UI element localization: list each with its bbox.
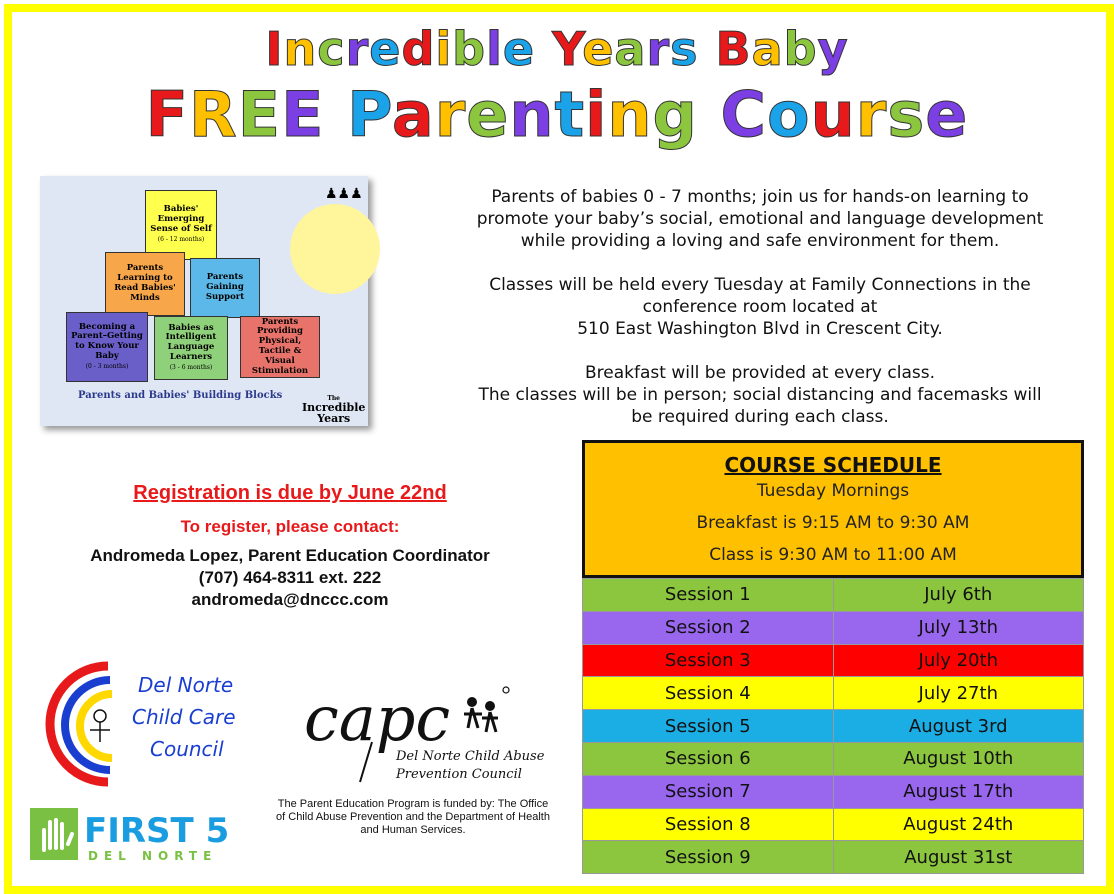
svg-text:Child Care: Child Care	[132, 705, 236, 729]
first-5-del-norte-logo	[30, 804, 250, 864]
course-description	[430, 186, 1090, 428]
session-date: August 31st	[833, 841, 1084, 873]
contact-email[interactable]: andromeda@dnccc.com	[191, 590, 389, 609]
del-norte-child-care-council-logo	[38, 658, 248, 788]
title-letter: g	[652, 78, 698, 151]
title-letter: i	[435, 22, 453, 76]
title-letter: l	[486, 22, 503, 76]
desc-line: conference room located at	[642, 297, 878, 317]
title-letter: a	[614, 22, 647, 76]
block-language-learners: Babies as Intelligent Language Learners (3 - 6 months)	[154, 316, 228, 380]
title-letter: u	[810, 78, 856, 151]
session-date: August 17th	[833, 776, 1084, 808]
desc-line: Breakfast will be provided at every class.	[584, 363, 936, 383]
desc-line: The classes will be in person; social distancing and facemasks will	[478, 385, 1042, 405]
schedule-header	[582, 440, 1084, 578]
title-letter: I	[265, 22, 284, 76]
title-letter: y	[817, 22, 849, 76]
sun-icon	[290, 204, 380, 294]
session-date: August 10th	[833, 743, 1084, 775]
schedule-breakfast-time: Breakfast is 9:15 AM to 9:30 AM	[696, 513, 970, 533]
registration-info	[40, 482, 540, 611]
session-date: August 24th	[833, 809, 1084, 841]
incredible-years-logo: The Incredible Years	[302, 395, 366, 425]
desc-line: while providing a loving and safe environment for them.	[520, 231, 1000, 251]
title-letter: r	[855, 78, 888, 151]
title-letter: r	[434, 78, 467, 151]
schedule-class-time: Class is 9:30 AM to 11:00 AM	[709, 545, 957, 565]
session-label: Session 2	[664, 617, 751, 639]
title-letter: e	[925, 78, 969, 151]
session-label: Session 9	[664, 846, 751, 868]
title-letter: e	[502, 22, 536, 76]
title-letter: n	[607, 78, 653, 151]
title-letter: E	[281, 78, 325, 151]
child-figure-icon	[94, 710, 106, 722]
svg-text:Del Norte Child Abuse: Del Norte Child Abuse	[396, 749, 545, 764]
session-label: Session 8	[664, 813, 751, 835]
title-letter: E	[237, 78, 282, 151]
desc-line: 510 East Washington Blvd in Crescent City.	[577, 319, 943, 339]
session-label: Session 1	[664, 584, 751, 606]
title-letter: s	[887, 78, 926, 151]
block-getting-to-know: Becoming a Parent–Getting to Know Your Baby (0 - 3 months)	[66, 312, 148, 382]
title-letter: c	[317, 22, 346, 76]
title-letter	[699, 22, 716, 76]
contact-details	[40, 545, 540, 611]
title-letter: a	[751, 22, 784, 76]
desc-line: Parents of babies 0 - 7 months; join us for hands-on learning to	[491, 187, 1029, 207]
title-letter: b	[452, 22, 487, 76]
session-date: July 27th	[833, 677, 1084, 709]
session-date: July 20th	[833, 645, 1084, 677]
title-letter	[324, 78, 347, 151]
title-letter: t	[554, 78, 586, 151]
title-letter: B	[715, 22, 752, 76]
title-letter: n	[283, 22, 318, 76]
session-label: Session 7	[664, 781, 751, 803]
session-row	[583, 644, 1083, 677]
to-register-label: To register, please contact:	[180, 517, 400, 536]
session-row	[583, 709, 1083, 742]
title-letter: n	[509, 78, 555, 151]
block-stimulation: Parents Providing Physical, Tactile & Visual Stimulation	[240, 316, 320, 378]
session-row	[583, 840, 1083, 873]
session-row	[583, 611, 1083, 644]
block-gaining-support: Parents Gaining Support	[190, 258, 260, 318]
desc-paragraph-3	[430, 362, 1090, 428]
title-letter: P	[347, 78, 392, 151]
title-letter: d	[401, 22, 436, 76]
svg-text:Del Norte: Del Norte	[138, 673, 234, 697]
title-letter: r	[646, 22, 671, 76]
session-row	[583, 808, 1083, 841]
svg-text:FIRST 5: FIRST 5	[84, 811, 230, 851]
session-date: August 3rd	[833, 710, 1084, 742]
session-label: Session 4	[664, 682, 751, 704]
block-read-minds: Parents Learning to Read Babies' Minds	[105, 252, 185, 316]
title-line-2	[0, 78, 1114, 151]
title-letter: Y	[552, 22, 583, 76]
schedule-title: COURSE SCHEDULE	[724, 453, 942, 477]
contact-name: Andromeda Lopez, Parent Education Coordinator	[90, 546, 490, 565]
session-label: Session 6	[664, 748, 751, 770]
contact-phone[interactable]: (707) 464-8311 ext. 222	[198, 568, 382, 587]
title-letter: o	[767, 78, 811, 151]
block-sense-of-self: Babies' Emerging Sense of Self (6 - 12 months)	[145, 190, 217, 260]
title-line-1	[0, 22, 1114, 76]
session-date: July 6th	[833, 579, 1084, 611]
schedule-day: Tuesday Mornings	[756, 481, 910, 501]
title-letter: F	[145, 78, 190, 151]
session-row	[583, 742, 1083, 775]
session-label: Session 5	[664, 715, 751, 737]
session-label: Session 3	[664, 649, 751, 671]
title-letter	[698, 78, 721, 151]
title-letter: e	[582, 22, 615, 76]
svg-text:capc: capc	[304, 682, 451, 755]
title-letter: a	[391, 78, 435, 151]
session-table	[582, 578, 1084, 874]
svg-text:DEL NORTE: DEL NORTE	[88, 849, 218, 863]
desc-line: Classes will be held every Tuesday at Family Connections in the	[489, 275, 1031, 295]
funding-note: The Parent Education Program is funded by: The Office of Child Abuse Prevention and the Department of Health and Human Services.	[276, 798, 550, 836]
svg-text:Prevention Council: Prevention Council	[396, 767, 522, 782]
family-icon: ♟♟♟	[325, 186, 363, 202]
children-icon	[464, 687, 509, 732]
title-letter: e	[466, 78, 510, 151]
capc-logo	[300, 682, 545, 792]
title-letter	[535, 22, 552, 76]
title-letter: s	[670, 22, 699, 76]
title-letter: e	[369, 22, 402, 76]
title-letter: b	[783, 22, 818, 76]
title-letter: i	[585, 78, 608, 151]
title-letter: r	[345, 22, 370, 76]
session-row	[583, 578, 1083, 611]
desc-line: promote your baby’s social, emotional and language development	[476, 209, 1044, 229]
desc-paragraph-1	[430, 186, 1090, 252]
svg-text:Council: Council	[150, 737, 224, 761]
session-row	[583, 775, 1083, 808]
session-row	[583, 676, 1083, 709]
course-schedule	[582, 440, 1084, 874]
session-date: July 13th	[833, 612, 1084, 644]
building-blocks-image	[40, 176, 368, 426]
title-letter: C	[720, 78, 768, 151]
desc-paragraph-2	[430, 274, 1090, 340]
registration-deadline: Registration is due by June 22nd	[133, 482, 447, 504]
title-letter: R	[189, 78, 238, 151]
blocks-caption: Parents and Babies' Building Blocks	[78, 390, 283, 401]
desc-line: be required during each class.	[631, 407, 889, 427]
